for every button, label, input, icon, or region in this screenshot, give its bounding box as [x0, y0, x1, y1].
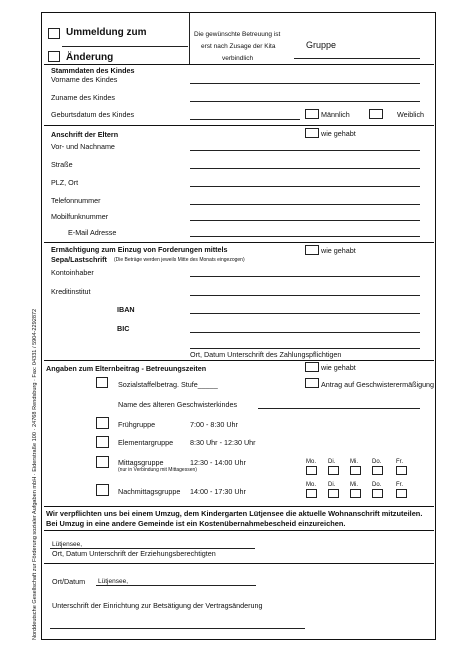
section-divider [44, 125, 434, 126]
kreditinstitut-line[interactable] [190, 295, 420, 296]
elementargruppe-time: 8:30 Uhr - 12:30 Uhr [190, 438, 256, 447]
mittagsgruppe-checkbox[interactable] [96, 456, 109, 468]
sign2-date-line[interactable] [96, 585, 256, 586]
mittag-mi-box[interactable] [350, 466, 361, 475]
bic-line[interactable] [190, 332, 420, 333]
nachmittag-mo-box[interactable] [306, 489, 317, 498]
gruppe-line[interactable] [294, 58, 420, 59]
mittag-fr-box[interactable] [396, 466, 407, 475]
mittag-mo-box[interactable] [306, 466, 317, 475]
eltern-name-line[interactable] [190, 150, 420, 151]
weekday-fr-label: Fr. [396, 482, 403, 488]
weiblich-label: Weiblich [397, 110, 425, 119]
weekday-mi-label: Mi. [350, 482, 358, 488]
section-divider [44, 563, 434, 564]
sign2-signature-line[interactable] [50, 628, 305, 629]
sign2-label: Unterschrift der Einrichtung zur Betsätigung der Vertragsänderung [52, 601, 263, 610]
antrag-checkbox[interactable] [305, 378, 319, 388]
mittagsgruppe-time: 12:30 - 14:00 Uhr [190, 458, 246, 467]
kind-section-title: Stammdaten des Kindes [51, 66, 135, 75]
eltern-wie-gehabt-label: wie gehabt [321, 129, 356, 138]
mittagsgruppe-label: Mittagsgruppe [118, 458, 164, 467]
sepa-title-line-2: Sepa/Lastschrift [51, 255, 107, 264]
telefon-line[interactable] [190, 204, 420, 205]
elementargruppe-label: Elementargruppe [118, 438, 174, 447]
betreuung-section-title: Angaben zum Elternbeitrag - Betreuungszeiten [46, 364, 207, 373]
sign2-ort-label: Ort/Datum [52, 577, 86, 586]
nachmittag-mi-box[interactable] [350, 489, 361, 498]
weekday-di-label: Di. [328, 482, 336, 488]
elementargruppe-checkbox[interactable] [96, 436, 109, 448]
mittag-do-box[interactable] [372, 466, 383, 475]
anmeldung-line [62, 46, 188, 47]
antrag-label: Antrag auf Geschwisterermäßigung [321, 380, 435, 389]
weekday-mo-label: Mo. [306, 459, 317, 465]
zuname-line[interactable] [190, 101, 420, 102]
nachmittag-fr-box[interactable] [396, 489, 407, 498]
notice-line-2: Bei Umzug in eine andere Gemeinde ist ein Kostenübernahmebescheid einzureichen. [46, 519, 346, 528]
betreuung-wie-gehabt-checkbox[interactable] [305, 362, 319, 372]
sign2-place: Lütjensee, [98, 578, 128, 585]
section-divider [44, 360, 434, 361]
iban-line[interactable] [190, 313, 420, 314]
weekday-fr-label: Fr. [396, 459, 403, 465]
nachmittagsgruppe-label: Nachmittagsgruppe [118, 487, 181, 496]
weekday-mi-label: Mi. [350, 459, 358, 465]
kontoinhaber-label: Kontoinhaber [51, 268, 94, 277]
sozialstaffel-checkbox[interactable] [96, 377, 108, 388]
section-divider [44, 64, 434, 65]
geburtsdatum-line[interactable] [190, 119, 300, 120]
fruehgruppe-checkbox[interactable] [96, 417, 109, 429]
sepa-wie-gehabt-checkbox[interactable] [305, 245, 319, 255]
mittag-di-box[interactable] [328, 466, 339, 475]
note-line-1: Die gewünschte Betreuung ist [194, 31, 281, 38]
vorname-line[interactable] [190, 83, 420, 84]
aenderung-checkbox[interactable] [48, 51, 60, 62]
aenderung-label: Änderung [66, 52, 114, 63]
notice-line-1: Wir verpflichten uns bei einem Umzug, dem Kindergarten Lütjensee die aktuelle Wohnanschrift mitzuteilen. [46, 509, 423, 518]
geburtsdatum-label: Geburtsdatum des Kindes [51, 110, 135, 119]
weekday-do-label: Do. [372, 459, 382, 465]
telefon-label: Telefonnummer [51, 196, 101, 205]
header-divider [189, 12, 190, 64]
iban-label: IBAN [117, 305, 135, 314]
mobil-label: Mobilfunknummer [51, 212, 109, 221]
geschwister-line[interactable] [258, 408, 420, 409]
email-line[interactable] [190, 236, 420, 237]
nachmittag-di-box[interactable] [328, 489, 339, 498]
bic-label: BIC [117, 324, 130, 333]
sepa-title-note: (Die Beträge werden jeweils Mitte des Monats eingezogen) [114, 257, 245, 263]
section-divider [44, 530, 434, 531]
sidebar-company-address: Norddeutsche Gesellschaft zur Förderung sozialer Aufgaben mbH · Eiderstraße 100 · 24768 Rendsburg · Fax: 04331 / 5904-2292872 [32, 308, 38, 640]
form-frame [41, 12, 436, 640]
weiblich-checkbox[interactable] [369, 109, 383, 119]
nachmittagsgruppe-time: 14:00 - 17:30 Uhr [190, 487, 246, 496]
betreuung-wie-gehabt-label: wie gehabt [321, 363, 356, 372]
plz-line[interactable] [190, 186, 420, 187]
plz-label: PLZ, Ort [51, 178, 79, 187]
sepa-wie-gehabt-label: wie gehabt [321, 246, 356, 255]
eltern-wie-gehabt-checkbox[interactable] [305, 128, 319, 138]
gruppe-label: Gruppe [306, 40, 337, 50]
anmeldung-checkbox[interactable] [48, 28, 60, 39]
eltern-section-title: Anschrift der Eltern [51, 130, 119, 139]
fruehgruppe-label: Frühgruppe [118, 420, 156, 429]
fruehgruppe-time: 7:00 - 8:30 Uhr [190, 420, 238, 429]
weekday-do-label: Do. [372, 482, 382, 488]
section-divider [44, 242, 434, 243]
geschwister-label: Name des älteren Geschwisterkindes [118, 400, 238, 409]
sign1-place: Lütjensee, [52, 541, 82, 548]
anmeldung-label: Ummeldung zum [66, 27, 147, 38]
sozialstaffel-label: Sozialstaffelbetrag. Stufe_____ [118, 380, 218, 389]
mobil-line[interactable] [190, 220, 420, 221]
kontoinhaber-line[interactable] [190, 276, 420, 277]
strasse-line[interactable] [190, 168, 420, 169]
kreditinstitut-label: Kreditinstitut [51, 287, 91, 296]
sepa-signature-label: Ort, Datum Unterschrift des Zahlungspflichtigen [190, 350, 342, 359]
email-label: E-Mail Adresse [68, 228, 117, 237]
note-line-3: verbindlich [222, 55, 254, 62]
sepa-signature-line[interactable] [190, 348, 420, 349]
weekday-mo-label: Mo. [306, 482, 317, 488]
zuname-label: Zuname des Kindes [51, 93, 115, 102]
vorname-label: Vorname des Kindes [51, 75, 118, 84]
weekday-di-label: Di. [328, 459, 336, 465]
mittagsgruppe-note: (nur in Verbindung mit Mittagessen) [118, 467, 197, 473]
maennlich-checkbox[interactable] [305, 109, 319, 119]
sepa-title-line-1: Ermächtigung zum Einzug von Forderungen mittels [51, 245, 228, 254]
strasse-label: Straße [51, 160, 73, 169]
section-divider [44, 506, 434, 507]
nachmittagsgruppe-checkbox[interactable] [96, 484, 109, 496]
sign1-label: Ort, Datum Unterschrift der Erziehungsberechtigten [52, 549, 216, 558]
note-line-2: erst nach Zusage der Kita [201, 43, 276, 50]
maennlich-label: Männlich [321, 110, 350, 119]
nachmittag-do-box[interactable] [372, 489, 383, 498]
eltern-name-label: Vor- und Nachname [51, 142, 115, 151]
